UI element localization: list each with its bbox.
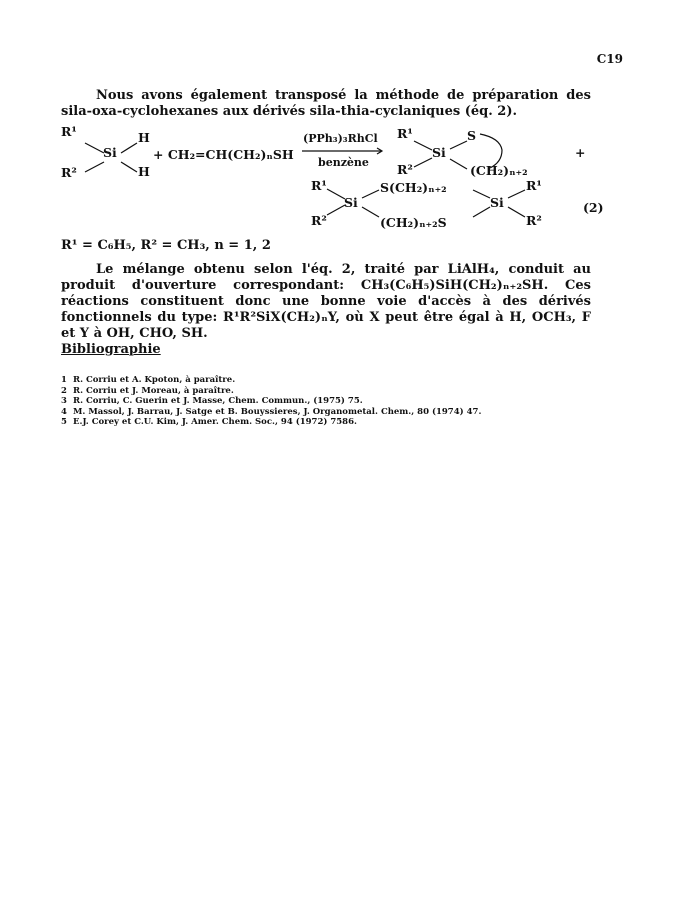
second-paragraph: Le mélange obtenu selon l'éq. 2, traité par LiAlH₄, conduit au produit d'ouverture correspondant: CH₃(C₆H₅)SiH(CH₂)ₙ₊₂SH. Ces réactions constituent donc une bonne voie d'accès à des dérivés fonctionnels du type: R¹R²SiX(CH₂)ₙY, où X peut être égal à H, OCH₃, F et Y à OH, CHO, SH. — [61, 262, 591, 341]
eq-catalyst: (PPh₃)₃RhCl — [303, 132, 378, 145]
eq-ring-chain: (CH₂)ₙ₊₂ — [470, 163, 528, 178]
eq-r2-label: R² — [61, 165, 77, 180]
reference-item: 2 R. Corriu et J. Moreau, à paraître. — [61, 385, 234, 396]
equation-bonds — [0, 0, 680, 260]
eq-product-s: S — [467, 128, 477, 143]
eq-si-label: Si — [103, 145, 117, 160]
eq-product-r2: R² — [397, 162, 413, 177]
eq-r1-label: R¹ — [61, 124, 77, 139]
reference-list — [61, 375, 481, 428]
eq-dimer-r2-left: R² — [311, 213, 327, 228]
eq-product-si: Si — [432, 145, 446, 160]
bibliography-title: Bibliographie — [61, 342, 161, 357]
eq-conditions: R¹ = C₆H₅, R² = CH₃, n = 1, 2 — [61, 238, 271, 253]
eq-plus: + — [575, 145, 586, 160]
eq-dimer-r1-left: R¹ — [311, 178, 327, 193]
reference-item: 1 R. Corriu et A. Kpoton, à paraître. — [61, 375, 236, 385]
eq-number: (2) — [583, 200, 604, 215]
eq-product-r1: R¹ — [397, 126, 413, 141]
eq-dimer-r1-right: R¹ — [526, 178, 542, 193]
eq-dimer-r2-right: R² — [526, 213, 542, 228]
eq-h-top-label: H — [138, 130, 150, 145]
eq-h-bottom-label: H — [138, 164, 150, 179]
intro-paragraph: Nous avons également transposé la méthode de préparation des sila-oxa-cyclohexanes aux dérivés sila-thia-cyclaniques (éq. 2). — [61, 88, 591, 119]
reference-item: 3 R. Corriu, C. Guerin et J. Masse, Chem. Commun., (1975) 75. — [61, 396, 363, 406]
eq-dimer-si-right: Si — [490, 195, 504, 210]
reference-item: 4 M. Massol, J. Barrau, J. Satge et B. Bouyssieres, J. Organometal. Chem., 80 (1974) 47. — [61, 406, 482, 417]
eq-dimer-top-chain: S(CH₂)ₙ₊₂ — [380, 180, 447, 195]
page-number: C19 — [596, 52, 623, 66]
reference-item: 5 E.J. Corey et C.U. Kim, J. Amer. Chem. Soc., 94 (1972) 7586. — [61, 417, 357, 427]
eq-alkene-reagent: + CH₂=CH(CH₂)ₙSH — [153, 147, 294, 162]
eq-dimer-si-left: Si — [344, 195, 358, 210]
eq-solvent: benzène — [318, 156, 369, 169]
eq-dimer-bottom-chain: (CH₂)ₙ₊₂S — [380, 215, 447, 230]
